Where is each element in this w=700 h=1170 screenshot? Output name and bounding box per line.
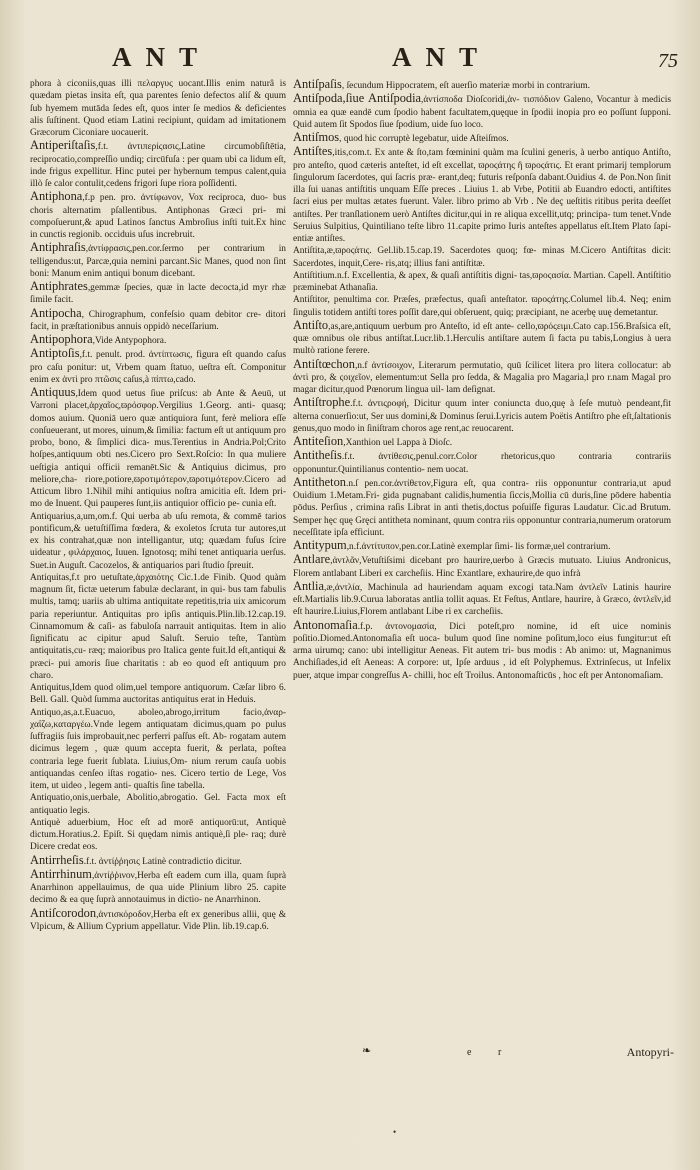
entry-headword: Antiſto [293, 317, 329, 332]
dictionary-entry [293, 358, 671, 397]
entry-text: Antiſtita,æ,ϖροςάτις. Gel.lib.15.cap.19. Sacerdotes quoq; fœ- minas M.Cicero Antiſtitas dicit: Sacerdotes, inquit,Cere- ris,atq; illius fani antiſtitæ. [293, 246, 671, 269]
dictionary-entry [293, 319, 671, 358]
dictionary-entry [293, 619, 671, 682]
entry-headword: Antlare [293, 552, 331, 567]
entry-text: ,ἀντισκόροδον,Herba eſt ex generibus allii, quę & Vlpicum, & Allium Cyprium appellatur. Vide Plin. lib.19.cap.6. [30, 909, 286, 932]
entry-headword: Antiptoſis [30, 346, 80, 361]
catchword: Antopyri- [626, 1045, 674, 1059]
entry-headword: Antiſtes [293, 144, 333, 159]
signature-mark: e r [467, 1047, 514, 1058]
dictionary-entry [293, 270, 671, 295]
entry-headword: Antipophora [30, 332, 93, 346]
entry-headword: Antiſmos [293, 130, 340, 144]
entry-text: ,f.t. penult. prod. ἀντίπτωσις, figura eſt quando caſus pro caſu ponitur: ut, Vrbem quam ſtatuo, ueſtra eſt. Componitur enim ex ἀντὶ pro πτῶσις caſus,à πίπτω,cado. [30, 350, 286, 385]
entry-text: ,n.f ἀντίσοιχον, Literarum permutatio, quū ſcilicet litera pro litera collocatur: ab ἀντὶ pro, & ςοιχεῖον, elementum:ut Sella pro ſedda, & Magalia pro Magaria,l pro r.nam Magal pro magar dicitur,quod Pœnorum lingua uil- lam deſignat. [293, 360, 671, 395]
ink-dot-icon: • [393, 1127, 397, 1137]
dictionary-entry [30, 78, 286, 139]
dictionary-entry [293, 396, 671, 435]
entry-text: ,f.p pen. pro. ἀντίφωνον, Vox reciproca, duo- bus choris alternatim pſallentibus. Antiphonas Græci pri- mi compoſuerunt,& apud Latinos ſanctus Ambroſius inſti tuit.Ex hinc in cunctis regionib. occiduis uſus increbruit. [30, 193, 286, 240]
running-head-right: ANT [392, 42, 492, 72]
entry-headword: Antonomaſia [293, 617, 358, 632]
entry-text: ,gemmæ ſpecies, quæ in lacte decocta,id myr rhæ ſimile facit. [30, 283, 286, 306]
dictionary-entry [293, 245, 671, 270]
entry-text: ,ἀντίσποδα Dioſcoridi,ἀν- τισπόδιον Galeno, Vocantur à medicis omnia ea quæ eandē cum ſpodio habent facultatem,quęque in ſpodii inopia pro eo poſſunt ſupponi. Quid autem ſit Spodos ſiue ſpodium, uide ſuo loco. [293, 95, 671, 130]
dictionary-entry [30, 139, 286, 190]
dictionary-entry [30, 907, 286, 934]
entry-headword: Antiſtrophe [293, 395, 351, 410]
entry-text: Antiquè aduerbium, Hoc eſt ad morē antiquorū:ut, Antiquè dictum.Horatius.2. Epiſt. Si quędam nimis antiquè,ſi ple- raq; durè Dicere credat eos. [30, 817, 286, 853]
entry-text: Antiquo,as,a.t.Euacuo, aboleo,abrogo,irritum facio,ἀναρ- χαΐζω,καταργέω.Vnde legem antiquatam dicimus,quam po pulus ſuffragiis ſuis improbauit,nec perferri paſſus eſt. Ab- rogatam autem dicimus legem , quæ quum accepta fuerit, & perlata, poſtea contraria lege fuerit ſublata. Liuius,Om- nium rerum cauſa uobis antiquandas cenſeo iſtas rogatio- nes. Cicero tertio de Lege, Vos item, ut uideo , legem anti- quaſtis ſine tabella. [30, 707, 286, 791]
entry-text: Antiſtitor, penultima cor. Præſes, præfectus, quaſi anteſtator. ϖροςάτης.Columel lib.4. Neq; enim ſingulis totidem antiſti tores poſſit dare,qui obſeruent, quiq; præcipiant, ne acerbę uuę demetantur. [293, 295, 671, 318]
dictionary-entry [30, 682, 286, 707]
entry-text: .f.t. ἀντίῤῥησις Latinè contradictio dicitur. [83, 856, 242, 867]
dictionary-entry [30, 707, 286, 793]
entry-headword: Antirrhinum [30, 866, 92, 881]
dictionary-entry [30, 241, 286, 280]
entry-text: ,Xanthion uel Lappa à Dioſc. [343, 438, 453, 448]
entry-headword: Antiſpaſis [293, 78, 342, 91]
dictionary-entry [293, 435, 671, 449]
entry-headword: Antlia [293, 578, 324, 593]
entry-text: phora à ciconiis,quas illi πελαργυς uocant.Illis enim naturâ is quædam pietas insita eſt, qua parentes ſenio defectos aliſ & quum ſub hyemem mutāda ſedes eſt, quos inter ſe medios & deficientes alis ſuſtinent. Quod etiam Latini recipiunt, quidam ad imitationem Græcorum Ciconiare uocauerit. [30, 79, 286, 138]
dictionary-entry [30, 868, 286, 907]
entry-text: , Chirographum, confeſsio quam debitor cre- ditori facit, in præſtationibus annuis oppidò neceſſarium. [30, 309, 286, 332]
right-column [293, 78, 671, 1030]
entry-headword: Antitypum [293, 538, 347, 552]
dictionary-entry [293, 78, 671, 92]
entry-text: .f.p. ἀντονομασία, Dici poteſt,pro nomine, id eſt uice nominis poſitio.Diomed.Antonomaſia eſt uoca- bulum quod ſine nomine poſitum,loco eius fungitur:ut eſt arma uirumq; cano: ubi intelligitur Aeneas. Fit autem tri- bus modis : Ab animo: ut, Magnanimus Anchiſiades,id eſt Aeneas: A corpore: ut, Ipſe arduus , id eſt Polyphemus. Extrinſecus, ut Infelix puer, atque impar congreſſus A- chilli, hoc eſt Troilus. Antonomaſticūs , hoc eſt per Antonomaſiam. [293, 621, 671, 681]
entry-text: ,as,are,antiquum uerbum pro Anteſto, id eſt ante- cello,ϖρόςειμι.Cato cap.156.Braſsica eſt, quæ omnibus ole ribus antiſtat.Lucr.lib.1.Herculis antiſtare autem ſi facta pu tabis,Longius à uera multò ratione ferere. [293, 321, 671, 357]
entry-text: Antiquarius,a,um,om.f. Qui uerba ab uſu remota, & commē tarios pontificum,& uetuſtiſſima fœdera, & exoletos ſcruta tur autores,ut ex his contrahat,quæ non intelligantur, utq; quædam fuſus ſcire uideatur , φιλάρχαιος, Iuuen. Ignotosq; mihi tenet antiquaria uerſus. Suet.in Auguſt. Cacozelos, & antiquarios pari ſtudio ſpreuit. [30, 511, 286, 571]
dictionary-entry [30, 307, 286, 334]
entry-text: Antiſtitium.n.f. Excellentia, & apex, & quaſi antiſtitis digni- tas,ϖροςασία. Martian. Capell. Antiſtitio præminebat Athanaſia. [293, 270, 671, 293]
entry-text: ,Idem quod uetus ſiue priſcus: ab Ante & Aeuū, ut Varroni placet,ἀρχαῖος,ϖρόσφορ.Vergilius 1.Georg. anti- quasq; domos auium. Quoniā uero quæ antiquiora ſunt, ferè meliora eſſe conſueuerant, ut mores, uinum,& ſimilia: factum eſt ut antiquum pro probo, bono, & ſimplici dica- mus.Terentius in Andria.Pol;Crito hoſpes,antiquum obti nes.Cicero pro Sext.Roſcio: In qua muliere ueſtigia antiqui officii remanēt.Sic & Antiquius dicimus, pro meliore,cha- riore,potiore,ϖροτιμότερον,ϖροτιμότερον.Cicero ad Atticum libro 1.Nihil mihi antiquius noſtra amicitia eſt. Idem pri- mo de Inuent. Qui pauperes ſunt,iis antiquior officio pe- cunia eſt. [30, 389, 286, 510]
dictionary-entry [293, 449, 671, 476]
entry-text: , quod hic corruptè legebatur, uide Aſteiſmos. [339, 134, 509, 144]
entry-text: ,æ,ἀντλία, Machinula ad hauriendam aquam excogi tata.Nam ἀντλεῖν Latinis haurire eſt.Martialis lib.9.Curua laboratas antlia tollit aquas. Et Feſtus, Antlare, haurire, à Græco, ἀντλεῖν,id eſt haurire.Liuius,Florem antlabant Libe ri ex carcheſiis. [293, 582, 671, 618]
entry-text: , ſecundum Hippocratem, eſt auerſio materiæ morbi in contrarium. [341, 81, 590, 91]
dictionary-entry [293, 476, 671, 539]
dictionary-entry [30, 511, 286, 572]
dictionary-entry [30, 280, 286, 307]
dictionary-entry [30, 333, 286, 347]
entry-text: ,ἀντίφρασις,pen.cor.ſermo per contrarium in telligendus:ut, Parcæ,quia nemini parcant.Sic Manes, quod non ſint boni: Manum enim antiqui bonum dicebant. [30, 244, 286, 279]
dictionary-entry [30, 386, 286, 511]
entry-text: ,itis,com.t. Ex ante & ſto,tam fœminini quàm ma ſculini generis, à uerbo antiquo Antiſto, pro anteſto, quod cæteris anteſtet, id eſt excellat, ϖροςάτης ἢ ϖροςάτις. Et erant primarij templorum ſingulorum ſacerdotes, qui ſacris præ- erant,deq; futuris reſponſa dabant.Ouidius 4. de Pon.Non ſinit illa ſui uanas antiſtitis unquam Eſſe preces . Liuius 1. ab Vrbe, Potitii ab Euandro edocti, antiſtites ſacri eius per multas ætates fuerunt. Valer. libro primo ab Vrb . Ne deç ueſtitis ritibus perita deeſſet antiſtes. Per tranſlationem uerò Antiſtes dicitur,qui in re aliqua excellit,utq; principa- tum tenet.Vnde Seruius Sulpitius, Quintiliano teſte libro 11.capite primo Iuris anteſtes appellatus eſt.Item Plato ſapi- entiæ antiſtes. [293, 148, 671, 244]
entry-text: .f.t. ἀντιςροφή, Dicitur quum inter coniuncta duo,quę à ſeſe mutuò pendeant,fit alterna conuerſio:ut, Ser uus domini,& Dominus ſerui.Lyricis autem Poëtis Antiſtro phe eſt,ſaltationis genus,quo modo in ſiniſtram choros age rent,ac reuocarent. [293, 399, 671, 434]
entry-text: ,ἀντίῤῥινον,Herba eſt eadem cum illa, quam ſuprà Anarrhinon appellauimus, de qua uide Plinium libro 25. capite decimo & ea quę ſuprà annotauimus in dictio- ne Anarrhinon. [30, 870, 286, 906]
entry-headword: Antitheſis [293, 448, 342, 463]
entry-headword: Antiſtœchon [293, 356, 355, 371]
dictionary-entry [293, 539, 671, 553]
entry-headword: Antirrheſis [30, 852, 84, 867]
entry-headword: Antiſpoda,ſiue Antiſpodia [293, 91, 422, 106]
entry-text: ,f.t. ἀντιπερίςασις,Latine circumobſiſtētia, reciprocatio,compreſſio undiq; circūfuſa : per quam ubi ca lidum eſt, inde frigus expellitur. Hinc putei per hybernum tempus calent,quia illò ſe calor contulit,cedens frigori ſupe riora poſſidenti. [30, 142, 286, 189]
dictionary-entry [30, 792, 286, 817]
dictionary-entry [30, 347, 286, 386]
entry-headword: Antitheton [293, 474, 346, 489]
entry-text: .n.ſ pen.cor.ἀντίθετον,Figura eſt, qua contra- riis opponuntur contraria,ut apud Ouidium 1.Metam.Fri- gida pugnabant calidis,humentia ſiccis,Mollia cū duris,ſine pōdere habentia pōdus. Perſius , crimina raſis Librat in anti thetis,doctus poſuiſſe figuras Laudatur. Cic.ad Brutum. Semper hęc quę Gręci antitheta nominant, quum contra riis opponuntur contraria,numerum oratorum neceſſitate ipſa efficiunt. [293, 478, 671, 538]
entry-headword: Antiſcorodon [30, 905, 97, 920]
left-column [30, 78, 286, 1030]
dictionary-entry [293, 294, 671, 319]
entry-text: Antiquitus,Idem quod olim,uel tempore antiquorum. Cæſar libro 6. Bell. Gall. Quòd ſumma auctoritas antiquitus erat in Heduis. [30, 683, 286, 706]
entry-headword: Antiperiſtaſis [30, 138, 96, 153]
entry-headword: Antiquus [30, 385, 76, 399]
entry-text: ,Vide Antypophora. [92, 336, 167, 346]
running-head-left: ANT [112, 42, 212, 72]
entry-text: ,n.f.ἀντίτυπον,pen.cor.Latinè exemplar ſimi- lis formæ,uel contrarium. [346, 542, 611, 552]
entry-text: Antiquatio,onis,uerbale, Abolitio,abrogatio. Gel. Facta mox eſt antiquatio legis. [30, 793, 286, 816]
dictionary-entry [293, 553, 671, 580]
dictionary-entry [30, 817, 286, 854]
fleuron-icon: ❧ [362, 1045, 372, 1057]
entry-headword: Antiteſion [293, 434, 344, 448]
entry-text: .f.t. ἀντίθεσις,penul.corr.Color rhetoricus,quo contraria contrariis opponuntur.Quintilianus contentio- nem uocat. [293, 452, 671, 475]
entry-headword: Antiphraſis [30, 240, 86, 255]
dictionary-entry [30, 572, 286, 682]
entry-text: ,ἀντλᾶν,Vetuſtiſsimi dicebant pro haurire,uerbo à Græcis mutuato. Liuius Andronicus, Florem antlabant Liberi ex carcheſiis. Hinc Exantlare, exhaurire,de quo infrà [293, 556, 671, 579]
dictionary-entry [293, 145, 671, 245]
entry-headword: Antipocha [30, 305, 82, 320]
dictionary-entry [293, 92, 671, 131]
dictionary-entry [293, 131, 671, 145]
entry-headword: Antiphrates [30, 279, 88, 293]
dictionary-entry [30, 854, 286, 868]
dictionary-entry [293, 580, 671, 619]
dictionary-entry [30, 190, 286, 241]
page-number: 75 [658, 50, 678, 72]
entry-headword: Antiphona [30, 189, 83, 204]
entry-text: Antiquitas,f.t pro uetuſtate,ἀρχαιότης Cic.1.de Finib. Quod quàm magnum ſit, fictæ ueterum fabulæ declarant, in qui- bus tam fabulis multis, tamq; uariis ab ultima antiquitate repetitis,tria uix amicorum paria reperiuntur. Antiquitas pro ipſis antiquis.Plin.lib.12.cap.19. Cinnamomum & caſi- as fabuloſa narrauit antiquitas. Item in alio ſignificatu ac cipitur apud Saluſt. Seruio teſte, Tantùm antiquitatis,cu- ræq; maioribus pro Italica gente fuit.Id eſt,antiqui & præci- pui amoris ſiue charitatis : ab eo quod eſt antiquum pro charo. [30, 572, 286, 681]
